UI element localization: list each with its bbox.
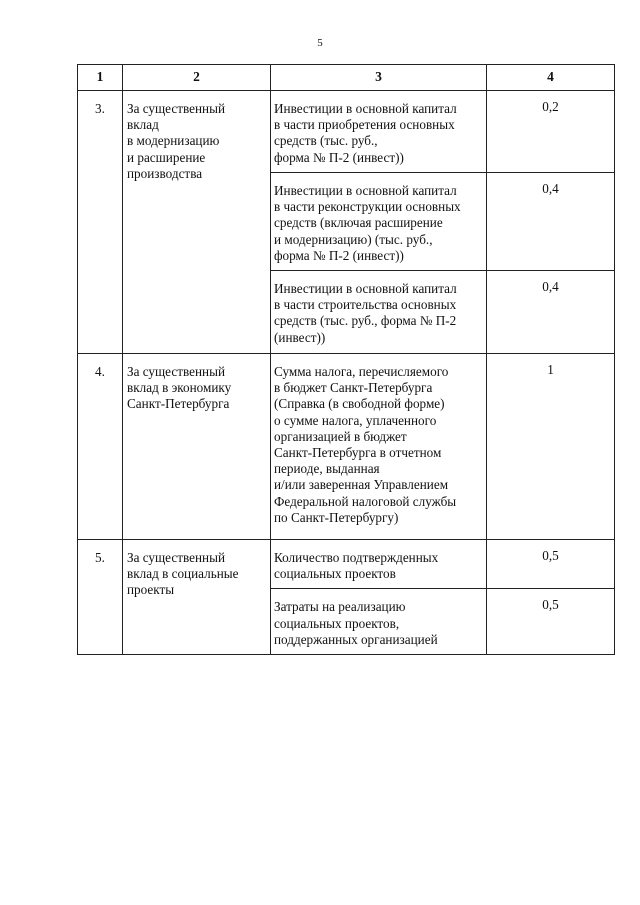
- table-row: [78, 91, 615, 173]
- column-header: 3: [271, 65, 487, 91]
- coefficient-cell: [487, 589, 615, 655]
- row-number-cell: [78, 354, 123, 540]
- indicator-cell: [271, 271, 487, 354]
- table-header-row: [78, 65, 615, 91]
- table-row: [78, 540, 615, 589]
- table-row: [78, 354, 615, 540]
- indicator-text: Инвестиции в основной капитал в части реконструкции основных средств (включая расширение и модернизацию) (тыс. руб., форма № П-2 (инвест)): [274, 183, 461, 263]
- coefficient-cell: [487, 173, 615, 271]
- indicator-cell: [271, 540, 487, 589]
- coefficient-value: 0,5: [542, 597, 559, 613]
- criteria-table: [77, 64, 615, 655]
- column-header: 4: [487, 65, 615, 91]
- criterion-name-cell: [123, 540, 271, 655]
- indicator-cell: [271, 589, 487, 655]
- indicator-text: Затраты на реализацию социальных проектов, поддержанных организацией: [274, 599, 438, 647]
- criterion-name: За существенный вклад в социальные проекты: [127, 550, 239, 598]
- coefficient-value: 1: [547, 362, 554, 378]
- column-header: 2: [123, 65, 271, 91]
- coefficient-value: 0,4: [542, 279, 559, 295]
- criterion-name: За существенный вклад в экономику Санкт-Петербурга: [127, 364, 232, 412]
- indicator-text: Количество подтвержденных социальных проектов: [274, 550, 439, 582]
- criterion-name-cell: [123, 91, 271, 354]
- coefficient-cell: [487, 91, 615, 173]
- column-header: 1: [78, 65, 123, 91]
- row-number-cell: [78, 91, 123, 354]
- coefficient-value: 0,4: [542, 181, 559, 196]
- indicator-cell: [271, 91, 487, 173]
- criterion-name-cell: [123, 354, 271, 540]
- page-number: 5: [317, 37, 323, 49]
- row-number: 4.: [95, 364, 105, 380]
- coefficient-value: 0,5: [542, 548, 559, 564]
- coefficient-value: 0,2: [542, 99, 559, 114]
- row-number: 5.: [95, 550, 105, 566]
- indicator-text: Сумма налога, перечисляемого в бюджет Санкт-Петербурга (Справка (в свободной форме) о сумме налога, уплаченного организацией в бюджет Санкт-Петербурга в отчетном периоде, выданная и/или заверенная Управлением Федеральной налоговой службы по Санкт-Петербургу): [274, 364, 457, 525]
- coefficient-cell: [487, 540, 615, 589]
- coefficient-cell: [487, 271, 615, 354]
- indicator-cell: [271, 354, 487, 540]
- indicator-cell: [271, 173, 487, 271]
- row-number-cell: [78, 540, 123, 655]
- coefficient-cell: [487, 354, 615, 540]
- indicator-text: Инвестиции в основной капитал в части приобретения основных средств (тыс. руб., форма № П-2 (инвест)): [274, 101, 457, 165]
- row-number: 3.: [95, 101, 105, 116]
- indicator-text: Инвестиции в основной капитал в части строительства основных средств (тыс. руб., форма № П-2 (инвест)): [274, 281, 457, 345]
- criterion-name: За существенный вклад в модернизацию и расширение производства: [127, 101, 226, 181]
